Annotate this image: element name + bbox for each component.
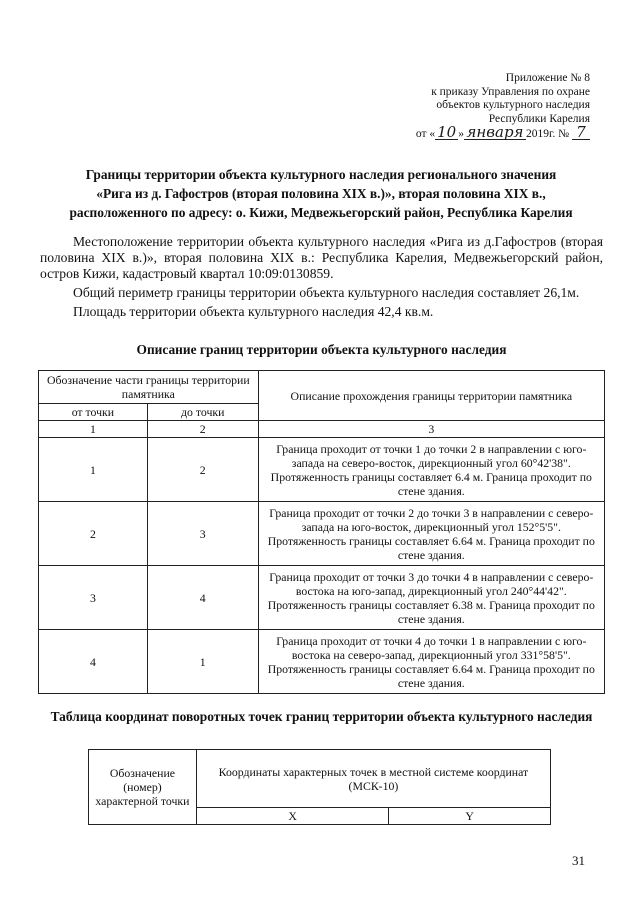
col-to-header: до точки: [147, 404, 258, 421]
desc-cell: Граница проходит от точки 3 до точки 4 в направлении с северо-востока на юго-запад, дирекционный угол 240°44'42". Протяженность границы составляет 6.38 м. Граница проходит по стене здания.: [258, 566, 604, 630]
title-line-1: Границы территории объекта культурного наследия регионального значения: [85, 167, 557, 182]
to-cell: 4: [147, 566, 258, 630]
to-cell: 1: [147, 630, 258, 694]
date-day-handwritten: 10: [437, 123, 457, 141]
num-cell: 1: [39, 421, 148, 438]
appendix-line-3: объектов культурного наследия: [436, 99, 590, 111]
document-title: [38, 165, 604, 222]
from-cell: 1: [39, 438, 148, 502]
coords-heading: Таблица координат поворотных точек границ территории объекта культурного наследия: [50, 709, 593, 724]
appendix-header: [416, 72, 590, 142]
area-paragraph: Площадь территории объекта культурного наследия 42,4 кв.м.: [73, 304, 434, 319]
appendix-date-line: [415, 123, 590, 142]
page-number: 31: [572, 853, 585, 868]
desc-cell: Граница проходит от точки 4 до точки 1 в направлении с юго-востока на северо-запад, дирекционный угол 331°58'5". Протяженность границы составляет 6.64 м. Граница проходит по стене здания.: [258, 630, 604, 694]
order-number-handwritten: 7: [572, 126, 590, 140]
coords-table: [88, 749, 551, 825]
body-text: [40, 234, 603, 323]
desc-cell: Граница проходит от точки 2 до точки 3 в направлении с северо-запада на юго-восток, дирекционный угол 152°5'5". Протяженность границы составляет 6.64 м. Граница проходит по стене здания.: [258, 502, 604, 566]
from-cell: 2: [39, 502, 148, 566]
col-y-header: Y: [389, 808, 551, 825]
date-prefix: от «: [415, 128, 436, 140]
date-mid: »: [458, 128, 464, 140]
date-month-handwritten: января: [464, 126, 526, 140]
borders-table: [38, 370, 605, 694]
table-row: [39, 438, 605, 502]
col-desc-header: Описание прохождения границы территории памятника: [258, 371, 604, 421]
title-line-2: «Рига из д. Гафостров (вторая половина XIX в.)», вторая половина XIX в.,: [96, 186, 546, 201]
num-cell: 3: [258, 421, 604, 438]
appendix-line-2: к приказу Управления по охране: [431, 85, 590, 98]
to-cell: 2: [147, 438, 258, 502]
appendix-line-1: Приложение № 8: [505, 72, 590, 84]
location-paragraph: Местоположение территории объекта культурного наследия «Рига из д.Гафостров (вторая половина XIX в.)», вторая половина XIX в.: Республика Карелия, Медвежьегорский район, остров Кижи, кадастровый квартал 10:09:0130859.: [40, 234, 603, 281]
col-coords-header: Координаты характерных точек в местной системе координат (МСК-10): [196, 750, 550, 808]
table-row: [39, 630, 605, 694]
desc-cell: Граница проходит от точки 1 до точки 2 в направлении с юго-запада на северо-восток, дирекционный угол 60°42'38". Протяженность границы составляет 6.4 м. Граница проходит по стене здания.: [258, 438, 604, 502]
title-line-3: расположенного по адресу: о. Кижи, Медвежьегорский район, Республика Карелия: [69, 205, 573, 220]
from-cell: 4: [39, 630, 148, 694]
col-group-header: Обозначение части границы территории памятника: [39, 371, 259, 404]
appendix-line-4: Республики Карелия: [488, 112, 590, 125]
num-cell: 2: [147, 421, 258, 438]
from-cell: 3: [39, 566, 148, 630]
to-cell: 3: [147, 502, 258, 566]
col-point-header: Обозначение (номер) характерной точки: [89, 750, 197, 825]
date-year: 2019г. №: [525, 128, 570, 140]
perimeter-paragraph: Общий периметр границы территории объекта культурного наследия составляет 26,1м.: [73, 285, 580, 300]
table-row: [39, 566, 605, 630]
col-from-header: от точки: [39, 404, 148, 421]
col-x-header: X: [196, 808, 389, 825]
table-row: [39, 502, 605, 566]
borders-heading: Описание границ территории объекта культурного наследия: [136, 342, 507, 357]
